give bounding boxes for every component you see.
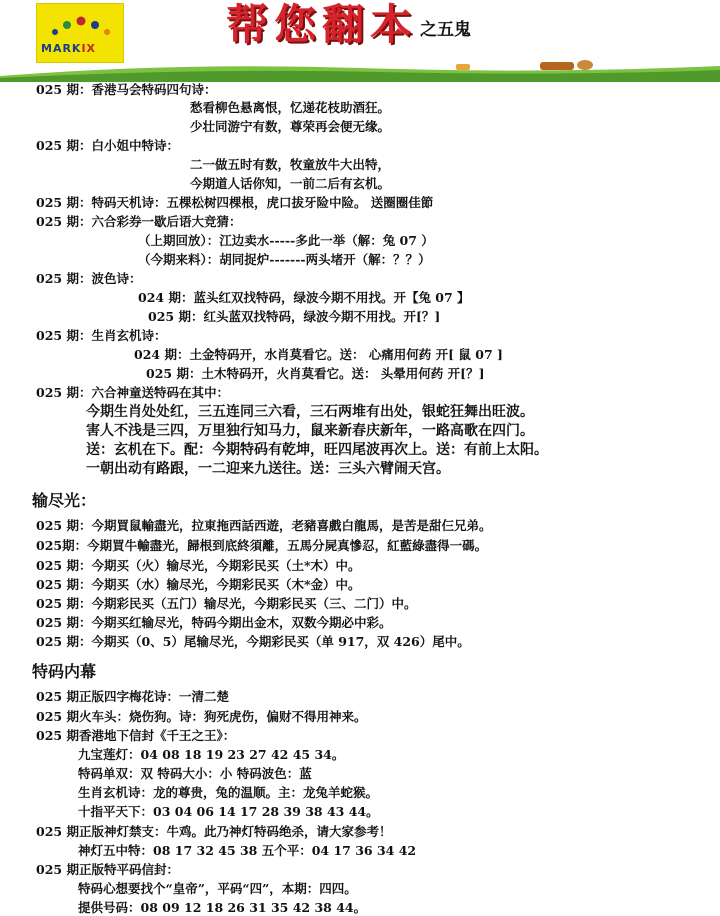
verse-line: 少壮同游宁有数，尊荣再会便无缘。 <box>190 119 391 134</box>
insider-detail-line: 特码心想要找个“皇帝”，平码“四”，本期：四四。 <box>78 881 357 896</box>
lose-line: 025 期：今期买红输尽光，特码今期出金木，双数今期必中彩。 <box>36 615 392 630</box>
verse-heading: 025 期：波色诗： <box>36 271 142 286</box>
verse-heading: 025 期：生肖玄机诗： <box>36 328 167 343</box>
grass-banner-icon <box>0 56 720 82</box>
insider-line: 025 期正版神灯禁支：牛鸡。此乃神灯特码绝杀，请大家参考！ <box>36 824 392 839</box>
verse-line: 二一做五时有数，牧童放牛大出特， <box>190 157 391 172</box>
insider-detail-line: 提供号码：08 09 12 18 26 31 35 42 38 44。 <box>78 900 367 915</box>
page-header <box>0 0 720 82</box>
poem-line: 今期生肖处处红，三五连同三六看，三石两堆有出处，银蛇狂舞出旺波。 <box>86 404 534 420</box>
lose-line: 025 期：今期買鼠輸盡光，拉東拖西話西遊，老豬喜戲白龍馬，是苦是甜仨兄弟。 <box>36 518 492 533</box>
riddle-line: （今期来料）：胡同捉炉-------两头堵开（解：？？） <box>138 252 431 267</box>
logo-dots-icon <box>47 14 117 38</box>
insider-detail-line: 十指平天下：03 04 06 14 17 28 39 38 43 44。 <box>78 804 379 819</box>
verse-heading: 025 期：白小姐中特诗： <box>36 138 179 153</box>
lose-line: 025 期：今期买（火）输尽光，今期彩民买（土*木）中。 <box>36 558 361 573</box>
poem-line: 一朝出动有路跟，一二迎来九送往。送：三头六臂闹天宫。 <box>86 461 450 477</box>
site-logo[interactable] <box>36 3 124 63</box>
poem-line: 送：玄机在下。配：今期特码有乾坤，旺四尾波再次上。送：有前上太阳。 <box>86 442 548 458</box>
insider-line: 025 期正版特平码信封： <box>36 862 179 877</box>
page-subtitle: 之五鬼 <box>420 20 472 40</box>
insider-line: 025 期火车头：烧伤狗。诗：狗死虎伤，偏财不得用神来。 <box>36 709 367 724</box>
section-heading-inside-info: 特码内幕 <box>32 662 97 681</box>
verse-line: 今期道人话你知，一前二后有玄机。 <box>190 176 391 191</box>
zodiac-verse-line: 025 期：土木特码开，火肖莫看它。送： 头晕用何药 开[？] <box>146 366 485 381</box>
insider-detail-line: 特码单双：双 特码大小：小 特码波色：蓝 <box>78 766 312 781</box>
insider-detail-line: 九宝莲灯：04 08 18 19 23 27 42 45 34。 <box>78 747 345 762</box>
verse-heading: 025 期：六合神童送特码在其中： <box>36 385 229 400</box>
logo-text-ix: IX <box>81 42 97 55</box>
color-verse-line: 024 期：蓝头红双找特码，绿波今期不用找。开【兔 07 】 <box>138 290 470 305</box>
lose-line: 025期：今期買牛輸盡光，歸根到底終須離，五馬分屍真慘忍，紅藍綠盡得一碼。 <box>36 538 488 553</box>
lose-line: 025 期：今期买（水）输尽光，今期彩民买（木*金）中。 <box>36 577 361 592</box>
insider-line: 025 期正版四字梅花诗：一清二楚 <box>36 689 229 704</box>
verse-heading: 025 期：六合彩券一歇后语大竞猜： <box>36 214 242 229</box>
verse-heading: 025 期：香港马会特码四句诗： <box>36 82 217 97</box>
insider-detail-line: 神灯五中特：08 17 32 45 38 五个平：04 17 36 34 42 <box>78 843 417 858</box>
riddle-line: （上期回放）：江边卖水-----多此一举（解：兔 07 ） <box>138 233 434 248</box>
insider-line: 025 期香港地下信封《千王之王》： <box>36 728 236 743</box>
insider-detail-line: 生肖玄机诗：龙的尊贵，兔的温顺。主：龙兔羊蛇猴。 <box>78 785 379 800</box>
verse-heading: 025 期：特码天机诗：五棵松树四棵根，虎口拔牙险中险。 送圈圈佳節 <box>36 195 434 210</box>
color-verse-line: 025 期：红头蓝双找特码，绿波今期不用找。开[？] <box>148 309 441 324</box>
title-block <box>226 0 526 56</box>
section-heading-lose-all: 输尽光： <box>32 491 97 510</box>
lose-line: 025 期：今期彩民买（五门）输尽光，今期彩民买（三、二门）中。 <box>36 596 417 611</box>
logo-text: MARKIX <box>41 42 97 55</box>
poem-line: 害人不浅是三四，万里独行知马力，鼠来新春庆新年，一路高歌在四门。 <box>86 423 534 439</box>
lose-line: 025 期：今期买（0、5）尾输尽光，今期彩民买（单 917，双 426）尾中。 <box>36 634 470 649</box>
verse-line: 愁看柳色悬离恨，忆递花枝助酒狂。 <box>190 100 391 115</box>
zodiac-verse-line: 024 期：土金特码开，水肖莫看它。送： 心痛用何药 开[ 鼠 07 ] <box>134 347 503 362</box>
page-title: 帮您翻本 <box>226 0 419 49</box>
